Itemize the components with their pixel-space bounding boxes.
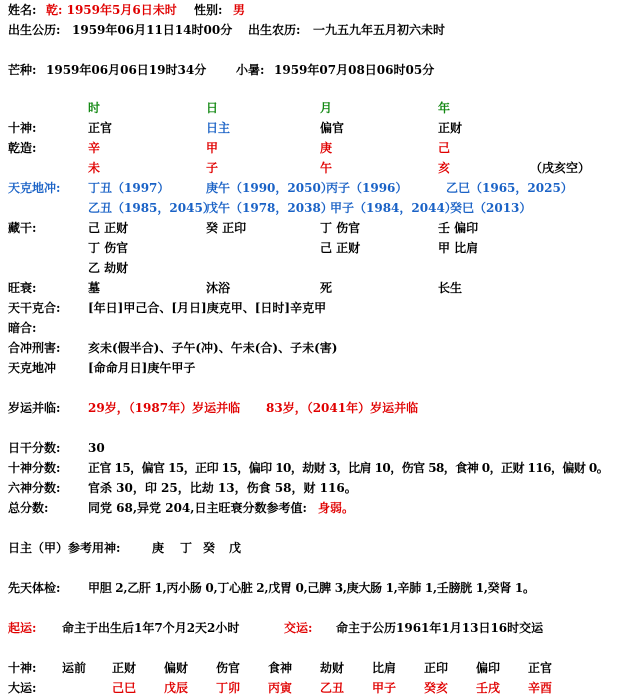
shishen-hour: 正官 bbox=[88, 121, 113, 135]
canggan-item: 丁 伤官 bbox=[88, 241, 129, 255]
canggan-row-2 bbox=[0, 238, 640, 258]
tkdc-item: 丁丑（1997） bbox=[88, 181, 170, 195]
tkdc-relation-label: 天克地冲 bbox=[8, 361, 57, 375]
gender-label: 性别: bbox=[194, 3, 223, 17]
wangshuai-day: 沐浴 bbox=[206, 281, 231, 295]
dayun-item: 甲子 bbox=[372, 681, 397, 695]
dayun-item: 辛酉 bbox=[528, 681, 553, 695]
hechong-row bbox=[0, 338, 640, 358]
tizhi-label: 先天体检: bbox=[8, 581, 61, 595]
canggan-row-3 bbox=[0, 258, 640, 278]
rigan-score-label: 日干分数: bbox=[8, 441, 61, 455]
dayun-item: 丁卯 bbox=[216, 681, 241, 695]
dayun-shishen: 运前 bbox=[62, 661, 87, 675]
tiangan-value: [年日]甲己合、[月日]庚克甲、[日时]辛克甲 bbox=[88, 301, 327, 315]
suiyun-item: 29岁，（1987年）岁运并临 bbox=[88, 401, 241, 415]
dayun-shishen: 正官 bbox=[528, 661, 553, 675]
dayun-shishen: 比肩 bbox=[372, 661, 397, 675]
wangshuai-hour: 墓 bbox=[88, 281, 101, 295]
stem-day: 甲 bbox=[206, 141, 219, 155]
yongshen-item: 庚 bbox=[152, 541, 165, 555]
canggan-item: 乙 劫财 bbox=[88, 261, 129, 275]
tkdc-item: 乙巳（1965，2025） bbox=[446, 181, 573, 195]
pillar-header-hour: 时 bbox=[88, 101, 101, 115]
tkdc-relation-row bbox=[0, 358, 640, 378]
jiaoyun-value: 命主于公历1961年1月13日16时交运 bbox=[336, 621, 544, 635]
canggan-item: 壬 偏印 bbox=[438, 221, 479, 235]
wangshuai-row bbox=[0, 278, 640, 298]
dayun-shishen-label: 十神: bbox=[8, 661, 37, 675]
term1-value: 1959年06月06日19时34分 bbox=[46, 63, 207, 77]
wangshuai-month: 死 bbox=[320, 281, 333, 295]
term1-label: 芒种: bbox=[8, 63, 37, 77]
branch-year: 亥 bbox=[438, 161, 451, 175]
yongshen-item: 丁 bbox=[180, 541, 193, 555]
lunar-label: 出生农历: bbox=[248, 23, 301, 37]
pillar-header-month: 月 bbox=[320, 101, 333, 115]
dayun-shishen: 劫财 bbox=[320, 661, 345, 675]
shishen-score-value: 正官 15，偏官 15，正印 15，偏印 10，劫财 3，比肩 10，伤官 58，食神 0，正财 116，偏财 0。 bbox=[88, 461, 609, 475]
dayun-item: 丙寅 bbox=[268, 681, 293, 695]
qiyun-label: 起运: bbox=[8, 621, 37, 635]
solar-terms-row bbox=[0, 60, 640, 80]
canggan-item: 己 正财 bbox=[88, 221, 129, 235]
tkdc-row-1 bbox=[0, 178, 640, 198]
tkdc-item: 丙子（1996） bbox=[326, 181, 408, 195]
suiyun-label: 岁运并临: bbox=[8, 401, 61, 415]
shishen-score-label: 十神分数: bbox=[8, 461, 61, 475]
total-score-value: 同党 68,异党 204,日主旺衰分数参考值: bbox=[88, 501, 307, 515]
suiyun-item: 83岁，（2041年）岁运并临 bbox=[266, 401, 419, 415]
shishen-score-row bbox=[0, 458, 640, 478]
dayun-shishen: 偏财 bbox=[164, 661, 189, 675]
dayun-row bbox=[0, 678, 640, 698]
wangshuai-label: 旺衰: bbox=[8, 281, 37, 295]
term2-value: 1959年07月08日06时05分 bbox=[274, 63, 435, 77]
dayun-item: 乙丑 bbox=[320, 681, 345, 695]
kong-note: （戌亥空） bbox=[530, 161, 591, 175]
dayun-item: 壬戌 bbox=[476, 681, 501, 695]
lunar-value: 一九五九年五月初六未时 bbox=[313, 23, 446, 37]
stems-row bbox=[0, 138, 640, 158]
yongshen-item: 癸 bbox=[203, 541, 216, 555]
dayun-item: 己巳 bbox=[112, 681, 137, 695]
yongshen-label: 日主（甲）参考用神: bbox=[8, 541, 121, 555]
tiangan-row bbox=[0, 298, 640, 318]
stem-hour: 辛 bbox=[88, 141, 101, 155]
tkdc-item: 癸巳（2013） bbox=[450, 201, 532, 215]
qiyun-row bbox=[0, 618, 640, 638]
branches-row bbox=[0, 158, 640, 178]
liushen-score-row bbox=[0, 478, 640, 498]
strength-value: 身弱。 bbox=[318, 501, 355, 515]
tkdc-item: 庚午（1990，2050） bbox=[206, 181, 333, 195]
yongshen-item: 戊 bbox=[229, 541, 242, 555]
tkdc-relation-value: [命命月日]庚午甲子 bbox=[88, 361, 196, 375]
canggan-label: 藏干: bbox=[8, 221, 37, 235]
canggan-item: 己 正财 bbox=[320, 241, 361, 255]
branch-day: 子 bbox=[206, 161, 219, 175]
solar-value: 1959年06月11日14时00分 bbox=[72, 23, 233, 37]
dayun-shishen: 伤官 bbox=[216, 661, 241, 675]
dayun-shishen: 正印 bbox=[424, 661, 449, 675]
branch-month: 午 bbox=[320, 161, 333, 175]
dayun-item: 戊辰 bbox=[164, 681, 189, 695]
canggan-item: 甲 比肩 bbox=[438, 241, 479, 255]
tkdc-item: 甲子（1984，2044） bbox=[330, 201, 457, 215]
name-label: 姓名: bbox=[8, 3, 37, 17]
anhe-label: 暗合: bbox=[8, 321, 37, 335]
liushen-score-label: 六神分数: bbox=[8, 481, 61, 495]
tkdc-item: 乙丑（1985，2045） bbox=[88, 201, 215, 215]
liushen-score-value: 官杀 30，印 25，比劫 13，伤食 58，财 116。 bbox=[88, 481, 357, 495]
tiangan-label: 天干克合: bbox=[8, 301, 61, 315]
shishen-day: 日主 bbox=[206, 121, 231, 135]
canggan-row-1 bbox=[0, 218, 640, 238]
pillar-header-day: 日 bbox=[206, 101, 219, 115]
shishen-row bbox=[0, 118, 640, 138]
shishen-month: 偏官 bbox=[320, 121, 345, 135]
dayun-shishen: 正财 bbox=[112, 661, 137, 675]
wangshuai-year: 长生 bbox=[438, 281, 463, 295]
pillar-headers bbox=[0, 98, 640, 118]
total-score-row bbox=[0, 498, 640, 518]
jiaoyun-label: 交运: bbox=[284, 621, 313, 635]
canggan-item: 丁 伤官 bbox=[320, 221, 361, 235]
tizhi-row bbox=[0, 578, 640, 598]
rigan-score-value: 30 bbox=[88, 441, 105, 455]
canggan-item: 癸 正印 bbox=[206, 221, 247, 235]
dayun-shishen: 食神 bbox=[268, 661, 293, 675]
shishen-label: 十神: bbox=[8, 121, 37, 135]
pillar-header-year: 年 bbox=[438, 101, 451, 115]
tkdc-row-2 bbox=[0, 198, 640, 218]
shishen-year: 正财 bbox=[438, 121, 463, 135]
term2-label: 小暑: bbox=[236, 63, 265, 77]
stem-year: 己 bbox=[438, 141, 451, 155]
total-score-label: 总分数: bbox=[8, 501, 49, 515]
rigan-score-row bbox=[0, 438, 640, 458]
name-value: 乾: 1959年5月6日未时 bbox=[46, 3, 177, 17]
birth-row bbox=[0, 20, 640, 40]
hechong-label: 合冲刑害: bbox=[8, 341, 61, 355]
yongshen-row bbox=[0, 538, 640, 558]
dayun-shishen-row bbox=[0, 658, 640, 678]
solar-label: 出生公历: bbox=[8, 23, 61, 37]
gender-value: 男 bbox=[233, 3, 246, 17]
tizhi-value: 甲胆 2,乙肝 1,丙小肠 0,丁心脏 2,戊胃 0,己脾 3,庚大肠 1,辛肺 1,壬膀胱 1,癸肾 1。 bbox=[88, 581, 535, 595]
qiyun-value: 命主于出生后1年7个月2天2小时 bbox=[62, 621, 240, 635]
branch-hour: 未 bbox=[88, 161, 101, 175]
suiyun-row bbox=[0, 398, 640, 418]
tkdc-label: 天克地冲: bbox=[8, 181, 61, 195]
dayun-label: 大运: bbox=[8, 681, 37, 695]
anhe-row bbox=[0, 318, 640, 338]
hechong-value: 亥未(假半合)、子午(冲)、午未(合)、子未(害) bbox=[88, 341, 338, 355]
qianzao-label: 乾造: bbox=[8, 141, 37, 155]
dayun-item: 癸亥 bbox=[424, 681, 449, 695]
dayun-shishen: 偏印 bbox=[476, 661, 501, 675]
stem-month: 庚 bbox=[320, 141, 333, 155]
name-row bbox=[0, 0, 640, 20]
tkdc-item: 戊午（1978，2038） bbox=[206, 201, 333, 215]
